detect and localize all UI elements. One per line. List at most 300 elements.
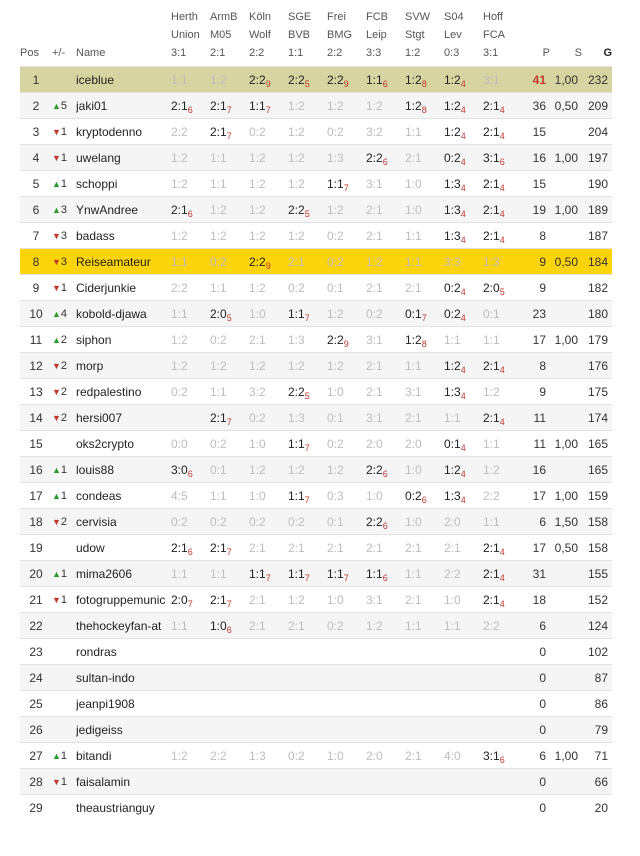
tip-cell bbox=[366, 431, 405, 457]
tip-cell bbox=[327, 665, 366, 691]
tip-score: 2:1 bbox=[483, 358, 500, 373]
tip-score: 1:2 bbox=[366, 618, 383, 633]
tip-cell bbox=[444, 379, 483, 405]
tip-cell bbox=[444, 509, 483, 535]
points-cell: 0 bbox=[522, 691, 550, 717]
header-match[interactable]: SGE BVB 1:1 bbox=[288, 11, 312, 59]
player-name[interactable]: udow bbox=[76, 535, 171, 561]
tip-score: 1:2 bbox=[171, 176, 188, 191]
tip-cell bbox=[210, 301, 249, 327]
tip-cell bbox=[171, 93, 210, 119]
tip-score: 1:3 bbox=[444, 488, 461, 503]
player-name[interactable]: jedigeiss bbox=[76, 717, 171, 743]
tip-score: 1:2 bbox=[249, 280, 266, 295]
tip-score: 2:0 bbox=[210, 306, 227, 321]
tip-cell bbox=[405, 769, 444, 795]
tip-points: 4 bbox=[499, 572, 505, 583]
rank-change-cell bbox=[52, 587, 76, 613]
player-name[interactable]: redpalestino bbox=[76, 379, 171, 405]
rank-change-cell bbox=[52, 67, 76, 93]
table-row[interactable] bbox=[20, 457, 612, 483]
tip-cell bbox=[288, 509, 327, 535]
tip-cell bbox=[366, 145, 405, 171]
tip-cell bbox=[405, 717, 444, 743]
tip-score: 1:0 bbox=[249, 306, 266, 321]
tip-cell bbox=[171, 431, 210, 457]
tip-points: 6 bbox=[499, 156, 505, 167]
table-row[interactable] bbox=[20, 769, 612, 795]
rank-cell: 16 bbox=[20, 457, 52, 483]
tip-score: 0:2 bbox=[288, 280, 305, 295]
tip-cell bbox=[210, 561, 249, 587]
table-row[interactable] bbox=[20, 327, 612, 353]
tip-score: 2:0 bbox=[444, 514, 461, 529]
tip-points: 7 bbox=[226, 598, 232, 609]
tip-cell bbox=[444, 795, 483, 821]
table-row[interactable] bbox=[20, 379, 612, 405]
player-name[interactable]: Ciderjunkie bbox=[76, 275, 171, 301]
tip-score: 2:1 bbox=[405, 410, 422, 425]
rank-cell: 20 bbox=[20, 561, 52, 587]
tip-points: 7 bbox=[226, 104, 232, 115]
tip-score: 1:2 bbox=[444, 462, 461, 477]
tip-score: 1:0 bbox=[405, 176, 422, 191]
tip-cell bbox=[405, 613, 444, 639]
header-match[interactable]: SVW Stgt 1:2 bbox=[405, 11, 431, 59]
points-cell: 17 bbox=[522, 327, 550, 353]
tip-cell bbox=[483, 769, 522, 795]
tip-cell bbox=[210, 509, 249, 535]
tip-cell bbox=[444, 67, 483, 93]
tip-score: 3:1 bbox=[366, 176, 383, 191]
rank-change-cell bbox=[52, 509, 76, 535]
player-name[interactable]: sultan-indo bbox=[76, 665, 171, 691]
rank-change-cell bbox=[52, 171, 76, 197]
tip-score: 1:3 bbox=[288, 332, 305, 347]
tip-cell bbox=[210, 197, 249, 223]
tip-points: 6 bbox=[382, 520, 388, 531]
header-row bbox=[20, 8, 612, 67]
tip-score: 2:2 bbox=[288, 202, 305, 217]
rank-cell: 18 bbox=[20, 509, 52, 535]
tip-score: 2:1 bbox=[483, 566, 500, 581]
tip-cell bbox=[327, 613, 366, 639]
table-row[interactable] bbox=[20, 171, 612, 197]
tip-score: 0:2 bbox=[444, 150, 461, 165]
tip-score: 1:1 bbox=[444, 618, 461, 633]
tip-points: 6 bbox=[499, 754, 505, 765]
total-cell: 124 bbox=[582, 613, 612, 639]
rank-change-cell bbox=[52, 379, 76, 405]
player-name[interactable]: cervisia bbox=[76, 509, 171, 535]
tip-cell bbox=[483, 431, 522, 457]
tip-score: 1:2 bbox=[288, 150, 305, 165]
tip-cell bbox=[288, 561, 327, 587]
table-row[interactable] bbox=[20, 353, 612, 379]
player-name[interactable]: rondras bbox=[76, 639, 171, 665]
tip-cell bbox=[288, 769, 327, 795]
points-cell: 9 bbox=[522, 275, 550, 301]
tip-points: 4 bbox=[460, 312, 466, 323]
tip-cell bbox=[210, 587, 249, 613]
rank-change-cell bbox=[52, 405, 76, 431]
tip-cell bbox=[210, 249, 249, 275]
tip-score: 3:1 bbox=[405, 384, 422, 399]
table-row[interactable] bbox=[20, 743, 612, 769]
tip-cell bbox=[249, 769, 288, 795]
rank-cell: 2 bbox=[20, 93, 52, 119]
tip-cell bbox=[327, 483, 366, 509]
tip-cell bbox=[210, 223, 249, 249]
player-name[interactable]: iceblue bbox=[76, 67, 171, 93]
total-cell: 182 bbox=[582, 275, 612, 301]
player-name[interactable]: siphon bbox=[76, 327, 171, 353]
points-cell: 11 bbox=[522, 405, 550, 431]
s-cell: 1,50 bbox=[550, 509, 582, 535]
tip-score: 4:5 bbox=[171, 488, 188, 503]
tip-score: 1:2 bbox=[327, 202, 344, 217]
header-pos[interactable]: Pos bbox=[20, 47, 39, 59]
tip-cell bbox=[327, 795, 366, 821]
tip-score: 1:2 bbox=[366, 98, 383, 113]
tip-cell bbox=[288, 483, 327, 509]
tip-score: 0:2 bbox=[210, 436, 227, 451]
tip-cell bbox=[327, 223, 366, 249]
header-s[interactable]: S bbox=[574, 47, 582, 59]
player-name[interactable]: badass bbox=[76, 223, 171, 249]
tip-cell bbox=[249, 67, 288, 93]
tip-score: 1:1 bbox=[327, 176, 344, 191]
s-cell: 0,50 bbox=[550, 93, 582, 119]
header-change[interactable]: +/- bbox=[52, 47, 66, 59]
player-name[interactable]: schoppi bbox=[76, 171, 171, 197]
table-row[interactable] bbox=[20, 249, 612, 275]
tip-score: 1:2 bbox=[210, 72, 227, 87]
table-row[interactable] bbox=[20, 639, 612, 665]
tip-score: 1:0 bbox=[405, 514, 422, 529]
s-cell bbox=[550, 613, 582, 639]
tip-cell bbox=[366, 457, 405, 483]
player-name[interactable]: morp bbox=[76, 353, 171, 379]
tip-cell bbox=[405, 171, 444, 197]
table-row[interactable] bbox=[20, 509, 612, 535]
table-row[interactable] bbox=[20, 223, 612, 249]
rank-change-cell bbox=[52, 145, 76, 171]
tip-cell bbox=[405, 691, 444, 717]
tip-score: 1:2 bbox=[444, 98, 461, 113]
table-row[interactable] bbox=[20, 197, 612, 223]
tip-score: 2:1 bbox=[405, 592, 422, 607]
s-cell: 1,00 bbox=[550, 743, 582, 769]
tip-score: 2:2 bbox=[171, 280, 188, 295]
player-name[interactable]: jaki01 bbox=[76, 93, 171, 119]
tip-cell bbox=[405, 457, 444, 483]
s-cell bbox=[550, 405, 582, 431]
total-cell: 158 bbox=[582, 509, 612, 535]
tip-score: 1:2 bbox=[210, 358, 227, 373]
tip-cell bbox=[249, 457, 288, 483]
tip-cell bbox=[288, 587, 327, 613]
tip-cell bbox=[483, 197, 522, 223]
s-cell: 1,00 bbox=[550, 431, 582, 457]
tip-score: 0:1 bbox=[405, 306, 422, 321]
table-row[interactable] bbox=[20, 431, 612, 457]
s-cell bbox=[550, 275, 582, 301]
tip-points: 7 bbox=[304, 312, 310, 323]
tip-score: 0:1 bbox=[327, 280, 344, 295]
table-row[interactable] bbox=[20, 301, 612, 327]
tip-score: 2:1 bbox=[444, 540, 461, 555]
points-cell: 6 bbox=[522, 743, 550, 769]
tip-cell bbox=[210, 613, 249, 639]
table-row[interactable] bbox=[20, 67, 612, 93]
player-name[interactable]: Reiseamateur bbox=[76, 249, 171, 275]
table-row[interactable] bbox=[20, 93, 612, 119]
tip-score: 1:2 bbox=[327, 358, 344, 373]
tip-score: 2:1 bbox=[171, 202, 188, 217]
tip-cell bbox=[210, 665, 249, 691]
tip-cell bbox=[249, 405, 288, 431]
tip-cell bbox=[249, 561, 288, 587]
rank-change-cell bbox=[52, 223, 76, 249]
tip-score: 0:1 bbox=[483, 306, 500, 321]
rank-cell: 12 bbox=[20, 353, 52, 379]
tip-cell bbox=[483, 119, 522, 145]
tip-cell bbox=[444, 119, 483, 145]
rank-change-value: 1 bbox=[60, 177, 68, 190]
tip-score: 1:2 bbox=[171, 228, 188, 243]
tip-cell bbox=[405, 353, 444, 379]
table-row[interactable] bbox=[20, 613, 612, 639]
tip-cell bbox=[483, 457, 522, 483]
tip-cell bbox=[210, 145, 249, 171]
tip-cell bbox=[444, 587, 483, 613]
tip-score: 0:1 bbox=[327, 410, 344, 425]
tip-score: 2:1 bbox=[210, 592, 227, 607]
player-name[interactable]: faisalamin bbox=[76, 769, 171, 795]
table-row[interactable] bbox=[20, 795, 612, 821]
tip-score: 0:2 bbox=[171, 384, 188, 399]
tip-cell bbox=[327, 535, 366, 561]
rank-cell: 29 bbox=[20, 795, 52, 821]
tip-score: 1:1 bbox=[327, 566, 344, 581]
tip-score: 1:1 bbox=[210, 566, 227, 581]
tip-cell bbox=[288, 301, 327, 327]
tip-cell bbox=[171, 119, 210, 145]
tip-score: 1:1 bbox=[171, 306, 188, 321]
tip-score: 0:0 bbox=[171, 436, 188, 451]
total-cell: 175 bbox=[582, 379, 612, 405]
tip-score: 1:2 bbox=[327, 98, 344, 113]
tip-score: 1:1 bbox=[210, 150, 227, 165]
tip-score: 1:1 bbox=[405, 124, 422, 139]
arrow-up-icon: ▲ bbox=[52, 334, 61, 345]
player-name[interactable]: mima2606 bbox=[76, 561, 171, 587]
tip-score: 1:0 bbox=[327, 748, 344, 763]
tip-cell bbox=[366, 717, 405, 743]
tip-cell bbox=[249, 613, 288, 639]
tip-cell bbox=[288, 275, 327, 301]
arrow-up-icon: ▲ bbox=[52, 490, 61, 501]
tip-score: 2:2 bbox=[210, 748, 227, 763]
header-match[interactable]: Hoff FCA 3:1 bbox=[483, 11, 505, 59]
tip-score: 2:1 bbox=[327, 540, 344, 555]
tip-cell bbox=[171, 639, 210, 665]
tip-score: 1:3 bbox=[483, 254, 500, 269]
tip-points: 4 bbox=[499, 598, 505, 609]
tip-cell bbox=[444, 197, 483, 223]
table-row[interactable] bbox=[20, 535, 612, 561]
tip-cell bbox=[171, 665, 210, 691]
tip-score: 1:2 bbox=[483, 462, 500, 477]
tip-score: 2:1 bbox=[171, 98, 188, 113]
header-match[interactable]: S04 Lev 0:3 bbox=[444, 11, 464, 59]
table-row[interactable] bbox=[20, 717, 612, 743]
player-name[interactable]: kobold-djawa bbox=[76, 301, 171, 327]
tip-cell bbox=[483, 665, 522, 691]
header-match[interactable]: FCB Leip 3:3 bbox=[366, 11, 388, 59]
arrow-down-icon: ▼ bbox=[52, 230, 61, 241]
s-cell bbox=[550, 457, 582, 483]
tip-cell bbox=[288, 665, 327, 691]
rank-change-cell bbox=[52, 301, 76, 327]
header-points[interactable]: P bbox=[542, 47, 550, 59]
s-cell bbox=[550, 353, 582, 379]
player-name[interactable]: louis88 bbox=[76, 457, 171, 483]
tip-cell bbox=[171, 457, 210, 483]
header-name[interactable]: Name bbox=[76, 47, 106, 59]
tip-points: 7 bbox=[226, 546, 232, 557]
player-name[interactable]: hersi007 bbox=[76, 405, 171, 431]
header-match[interactable]: Köln Wolf 2:2 bbox=[249, 11, 272, 59]
tip-cell bbox=[444, 535, 483, 561]
tip-score: 1:1 bbox=[249, 566, 266, 581]
tip-cell bbox=[483, 743, 522, 769]
tip-cell bbox=[405, 587, 444, 613]
player-name[interactable]: thehockeyfan-at bbox=[76, 613, 171, 639]
tip-points: 4 bbox=[460, 182, 466, 193]
tip-points: 5 bbox=[226, 312, 232, 323]
header-match[interactable]: ArmB M05 2:1 bbox=[210, 11, 238, 59]
tip-score: 2:1 bbox=[210, 540, 227, 555]
tip-score: 2:1 bbox=[405, 150, 422, 165]
tip-points: 6 bbox=[187, 468, 193, 479]
tip-score: 2:1 bbox=[366, 228, 383, 243]
tip-cell bbox=[171, 249, 210, 275]
tip-cell bbox=[405, 561, 444, 587]
table-row[interactable] bbox=[20, 665, 612, 691]
header-total[interactable]: G bbox=[603, 47, 612, 59]
player-name[interactable]: fotogruppemunic bbox=[76, 587, 171, 613]
table-row[interactable] bbox=[20, 483, 612, 509]
table-row[interactable] bbox=[20, 145, 612, 171]
tip-cell bbox=[327, 431, 366, 457]
tip-score: 0:2 bbox=[249, 514, 266, 529]
tip-score: 1:1 bbox=[288, 488, 305, 503]
tip-cell bbox=[288, 639, 327, 665]
tip-score: 0:2 bbox=[171, 514, 188, 529]
player-name[interactable]: jeanpi1908 bbox=[76, 691, 171, 717]
tip-points: 9 bbox=[265, 260, 271, 271]
player-name[interactable]: theaustrianguy bbox=[76, 795, 171, 821]
points-cell: 16 bbox=[522, 457, 550, 483]
points-cell: 36 bbox=[522, 93, 550, 119]
tip-cell bbox=[366, 795, 405, 821]
tip-points: 4 bbox=[460, 364, 466, 375]
tip-score: 1:1 bbox=[405, 618, 422, 633]
tip-score: 2:1 bbox=[483, 410, 500, 425]
tip-cell bbox=[249, 171, 288, 197]
total-cell: 155 bbox=[582, 561, 612, 587]
tip-cell bbox=[288, 691, 327, 717]
tip-score: 1:0 bbox=[405, 202, 422, 217]
tip-cell bbox=[366, 223, 405, 249]
player-name[interactable]: oks2crypto bbox=[76, 431, 171, 457]
player-name[interactable]: bitandi bbox=[76, 743, 171, 769]
player-name[interactable]: condeas bbox=[76, 483, 171, 509]
table-row[interactable] bbox=[20, 691, 612, 717]
table-row[interactable] bbox=[20, 275, 612, 301]
table-row[interactable] bbox=[20, 119, 612, 145]
tip-score: 2:1 bbox=[483, 540, 500, 555]
rank-cell: 15 bbox=[20, 431, 52, 457]
total-cell: 204 bbox=[582, 119, 612, 145]
tip-score: 0:2 bbox=[210, 332, 227, 347]
tip-cell bbox=[327, 743, 366, 769]
total-cell: 165 bbox=[582, 431, 612, 457]
header-match[interactable]: Herth Union 3:1 bbox=[171, 11, 200, 59]
table-row[interactable] bbox=[20, 561, 612, 587]
tip-cell bbox=[171, 561, 210, 587]
tip-cell bbox=[249, 665, 288, 691]
tip-cell bbox=[327, 587, 366, 613]
rank-change-cell bbox=[52, 743, 76, 769]
player-name[interactable]: kryptodenno bbox=[76, 119, 171, 145]
rank-cell: 9 bbox=[20, 275, 52, 301]
rank-cell: 26 bbox=[20, 717, 52, 743]
table-row[interactable] bbox=[20, 587, 612, 613]
tip-cell bbox=[483, 509, 522, 535]
tip-cell bbox=[366, 691, 405, 717]
total-cell: 152 bbox=[582, 587, 612, 613]
tip-cell bbox=[366, 405, 405, 431]
table-row[interactable] bbox=[20, 405, 612, 431]
tip-score: 1:0 bbox=[444, 592, 461, 607]
tip-points: 7 bbox=[265, 104, 271, 115]
tip-score: 0:2 bbox=[405, 488, 422, 503]
tip-points: 9 bbox=[343, 78, 349, 89]
tip-score: 1:1 bbox=[483, 332, 500, 347]
s-cell: 1,00 bbox=[550, 327, 582, 353]
player-name[interactable]: uwelang bbox=[76, 145, 171, 171]
tip-cell bbox=[288, 379, 327, 405]
tip-points: 4 bbox=[499, 104, 505, 115]
tip-points: 4 bbox=[499, 130, 505, 141]
total-cell: 197 bbox=[582, 145, 612, 171]
total-cell: 187 bbox=[582, 223, 612, 249]
tip-score: 1:1 bbox=[366, 566, 383, 581]
s-cell bbox=[550, 379, 582, 405]
tip-cell bbox=[210, 795, 249, 821]
tip-cell bbox=[327, 639, 366, 665]
player-name[interactable]: YnwAndree bbox=[76, 197, 171, 223]
tip-score: 3:1 bbox=[483, 748, 500, 763]
tip-score: 2:2 bbox=[249, 254, 266, 269]
tip-cell bbox=[249, 509, 288, 535]
total-cell: 232 bbox=[582, 67, 612, 93]
header-match[interactable]: Frei BMG 2:2 bbox=[327, 11, 353, 59]
tip-cell bbox=[327, 691, 366, 717]
